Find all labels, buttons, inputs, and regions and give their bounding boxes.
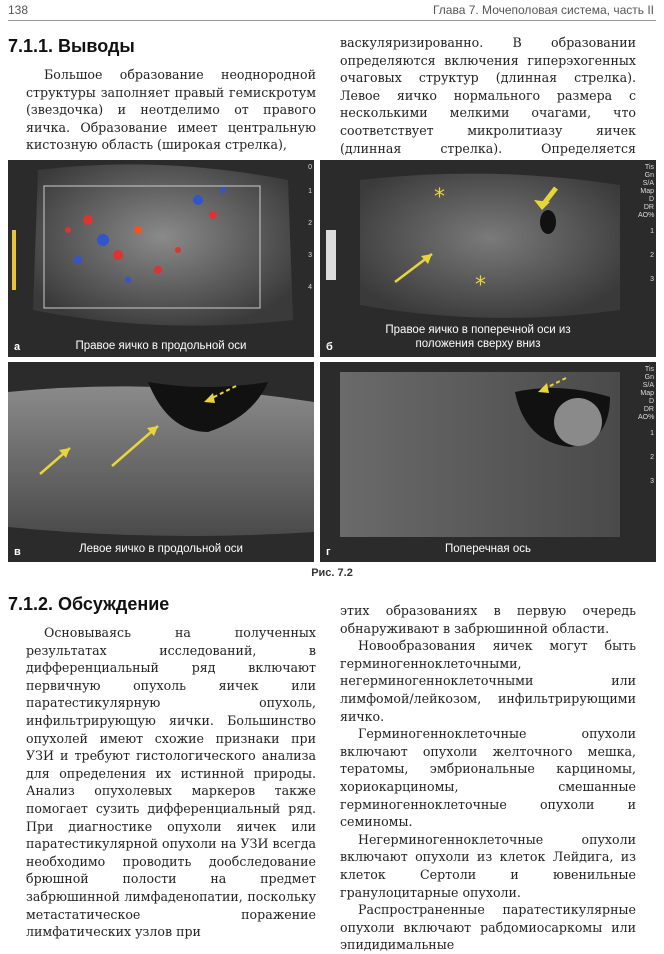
cystic-area xyxy=(540,210,556,234)
panel-letter: в xyxy=(14,546,21,558)
panel-caption: Левое яичко в продольной оси xyxy=(79,543,243,555)
section-title-conclusions: 7.1.1. Выводы xyxy=(8,36,135,56)
panel-letter: г xyxy=(326,546,331,558)
panel-letter: а xyxy=(14,341,21,353)
paragraph: этих образованиях в первую очередь обнаруживают в забрюшинной области. xyxy=(340,603,636,636)
section-title-discussion: 7.1.2. Обсуждение xyxy=(8,594,170,614)
page-number: 138 xyxy=(8,3,29,17)
depth-scale: 0 1 2 3 4 xyxy=(308,164,312,291)
depth-scale: Tis Gn S/A Map D DR AO% 1 2 3 xyxy=(638,164,655,283)
paragraph: Распространенные паратестикулярные опухоли включают рабдомиосаркомы или эпидидимальные xyxy=(340,902,636,953)
panel-letter: б xyxy=(326,341,333,353)
ultrasound-image-a xyxy=(8,160,314,357)
panel-caption: Правое яичко в продольной оси xyxy=(75,340,247,352)
ultrasound-image-d xyxy=(320,362,656,562)
ultrasound-panel-c xyxy=(8,362,314,562)
ultrasound-panel-a xyxy=(8,160,314,357)
ultrasound-panel-d xyxy=(320,362,656,562)
paragraph: Герминогенноклеточные опухоли включают опухоли желточного мешка, тератомы, эмбриональные карциномы, хориокарциномы, смешанные герминогенноклеточные опухоли и семиномы. xyxy=(340,726,636,830)
depth-scale: Tis Gn S/A Map D DR AO% 1 2 3 xyxy=(638,366,655,485)
ultrasound-panel-b xyxy=(320,160,656,357)
discussion-right-column xyxy=(340,602,636,954)
paragraph: васкуляризированно. В образовании определяются включения гиперэхогенных очаговых структур (длинная стрелка). Левое яичко нормального размера с несколькими мелкими очагами, что соответствует микролитиазу яичек (длинная стрелка). Определяется xyxy=(340,35,636,156)
testis xyxy=(554,398,602,446)
chapter-title: Глава 7. Мочеполовая система, часть II xyxy=(432,3,654,17)
conclusions-left-column xyxy=(26,66,316,154)
panel-caption: Правое яичко в поперечной оси из положения сверху вниз xyxy=(385,324,571,350)
ultrasound-image-c xyxy=(8,362,314,562)
panel-caption: Поперечная ось xyxy=(445,543,531,555)
header-rule xyxy=(8,20,656,21)
asterisk-marker: * xyxy=(434,185,445,210)
discussion-left-column xyxy=(26,624,316,941)
paragraph: Негерминогенноклеточные опухоли включают опухоли из клеток Лейдига, из клеток Сертоли и ювенильные гранулоцитарные опухоли. xyxy=(340,831,636,900)
paragraph: Новообразования яичек могут быть герминогенноклеточными, негерминогенноклеточными или лимфомой/лейкозом, инфильтрирующими яичко. xyxy=(340,638,636,724)
asterisk-marker: * xyxy=(475,273,486,298)
figure-caption: Рис. 7.2 xyxy=(311,567,353,579)
conclusions-right-column xyxy=(340,34,636,175)
paragraph: Большое образование неоднородной структуры заполняет правый гемискротум (звездочка) и неотделимо от правого яичка. Образование имеет центральную кистозную область (широкая стрелка), xyxy=(26,67,316,153)
paragraph: Основываясь на полученных результатах исследований, в дифференциальный ряд включают первичную опухоль яичек или паратестикулярную опухоль, инфильтрирующую яички. Большинство опухолей имеют схожие признаки при УЗИ и требуют гистологического анализа для определения их истинной природы. Анализ опухолевых маркеров также помогает сузить дифференциальный ряд. При диагностике опухоли яичек или паратестикулярной опухоли на УЗИ всегда необходимо проводить дообследование брюшной полости на предмет забрюшинной лимфаденопатии, поскольку метастатическое поражение лимфатических узлов при xyxy=(26,625,316,940)
